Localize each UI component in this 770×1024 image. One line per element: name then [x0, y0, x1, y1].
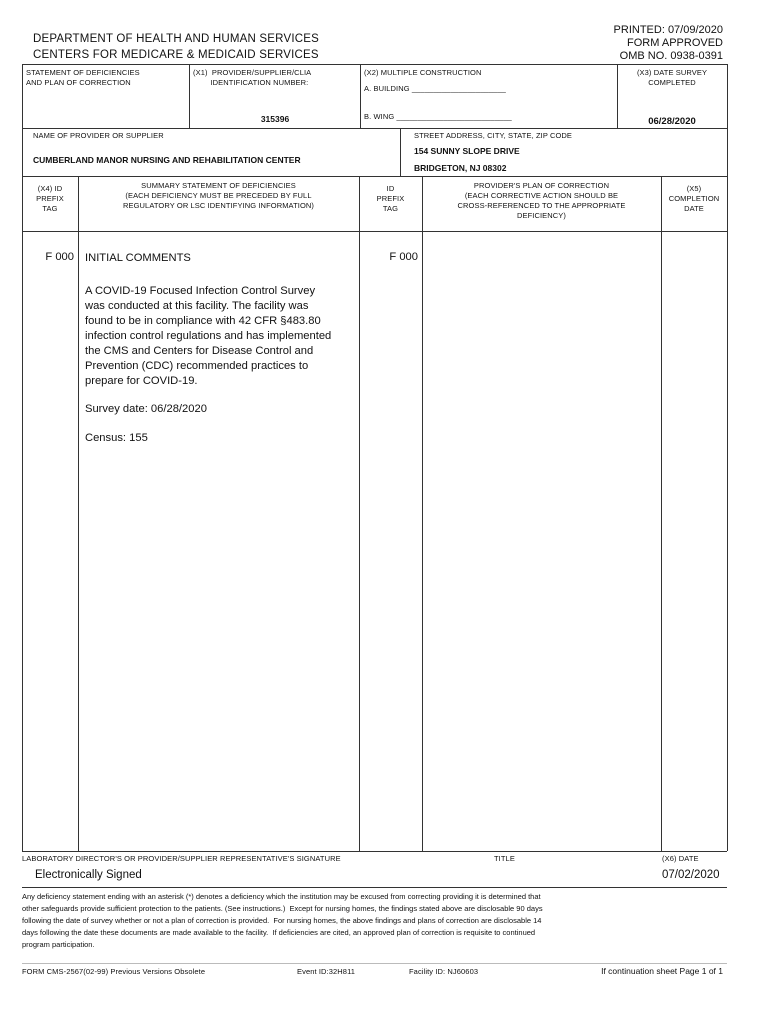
deficiency-tag-right: F 000	[389, 251, 418, 263]
building-field: A. BUILDING ______________________	[364, 84, 506, 93]
rule-col-x4	[78, 176, 79, 851]
form-number: FORM CMS-2567(02-99) Previous Versions Obsolete	[22, 967, 206, 976]
x3-label: (X3) DATE SURVEY COMPLETED	[636, 68, 708, 87]
facility-id: Facility ID: NJ60603	[409, 967, 479, 976]
x6-date-label: (X6) DATE	[662, 854, 699, 863]
rule-col-id	[422, 176, 423, 851]
footer-rule	[22, 963, 727, 964]
entry-heading: INITIAL COMMENTS	[85, 252, 191, 264]
rule-address	[400, 128, 401, 176]
printed-date: PRINTED: 07/09/2020	[613, 24, 723, 36]
rule-body-bottom	[22, 851, 727, 852]
provider-name-label: NAME OF PROVIDER OR SUPPLIER	[33, 131, 164, 140]
provider-name: CUMBERLAND MANOR NURSING AND REHABILITATION CENTER	[33, 155, 301, 165]
x5-completion-header: (X5) COMPLETION DATE	[668, 184, 720, 213]
form-approved: FORM APPROVED	[627, 37, 723, 49]
signature-value: Electronically Signed	[35, 869, 142, 881]
signature-date: 07/02/2020	[662, 869, 720, 881]
survey-date-line: Survey date: 06/28/2020	[85, 403, 207, 415]
page-indicator: If continuation sheet Page 1 of 1	[601, 966, 723, 976]
department-line: DEPARTMENT OF HEALTH AND HUMAN SERVICES	[33, 33, 319, 45]
x2-label: (X2) MULTIPLE CONSTRUCTION	[364, 68, 482, 77]
omb-number: OMB NO. 0938-0391	[619, 50, 723, 62]
deficiency-tag-left: F 000	[45, 251, 74, 263]
event-id: Event ID:32H811	[297, 967, 356, 976]
rule-right	[727, 64, 728, 851]
title-label: TITLE	[494, 854, 515, 863]
plan-header: PROVIDER'S PLAN OF CORRECTION (EACH CORRECTIVE ACTION SHOULD BE CROSS-REFERENCED TO THE APPROPRIATE DEFICIENCY)	[457, 181, 626, 220]
rule-signature	[22, 887, 727, 888]
rule-top	[22, 64, 727, 65]
provider-id-number: 315396	[260, 114, 290, 124]
survey-completed-date: 06/28/2020	[648, 116, 696, 127]
rule-x3	[617, 64, 618, 128]
x1-label: (X1) PROVIDER/SUPPLIER/CLIA IDENTIFICATION NUMBER:	[193, 68, 312, 87]
agency-line: CENTERS FOR MEDICARE & MEDICAID SERVICES	[33, 49, 319, 61]
rule-x2	[360, 64, 361, 128]
address-label: STREET ADDRESS, CITY, STATE, ZIP CODE	[414, 131, 573, 140]
entry-paragraph: A COVID-19 Focused Infection Control Survey was conducted at this facility. The facility was found to be in compliance with 42 CFR §483.80 infection control regulations and has implemented the CMS and Centers for Disease Control and Prevention (CDC) recommended practices to prepare for COVID-19.	[85, 285, 332, 387]
rule-col-plan	[661, 176, 662, 851]
x4-prefix-header: (X4) ID PREFIX TAG	[36, 184, 64, 213]
rule-row2	[22, 176, 727, 177]
wing-field: B. WING ___________________________	[364, 112, 512, 121]
statement-label: STATEMENT OF DEFICIENCIES AND PLAN OF CORRECTION	[26, 68, 140, 87]
street-address: 154 SUNNY SLOPE DRIVE	[414, 146, 520, 156]
rule-col-summary	[359, 176, 360, 851]
rule-colheads	[22, 231, 727, 232]
disclaimer-text: Any deficiency statement ending with an asterisk (*) denotes a deficiency which the institution may be excused from correcting providing it is determined that other safeguards provide sufficient protection to the patients. (See instructions.) Except for nursing homes, the findings stated above are disclosable 90 days following the date of survey whether or not a plan of correction is provided. For nursing homes, the above findings and plans of correction are disclosable 14 days following the date these documents are made available to the facility. If deficiencies are cited, an approved plan of correction is requisite to continued program participation.	[22, 892, 543, 949]
city-state-zip: BRIDGETON, NJ 08302	[414, 163, 507, 173]
rule-row1	[22, 128, 727, 129]
signature-label: LABORATORY DIRECTOR'S OR PROVIDER/SUPPLIER REPRESENTATIVE'S SIGNATURE	[22, 854, 341, 863]
census-line: Census: 155	[85, 432, 148, 444]
summary-header: SUMMARY STATEMENT OF DEFICIENCIES (EACH DEFICIENCY MUST BE PRECEDED BY FULL REGULATORY OR LSC IDENTIFYING INFORMATION)	[122, 181, 315, 210]
id-prefix-header: ID PREFIX TAG	[376, 184, 405, 213]
rule-left	[22, 64, 23, 851]
rule-x1	[189, 64, 190, 128]
